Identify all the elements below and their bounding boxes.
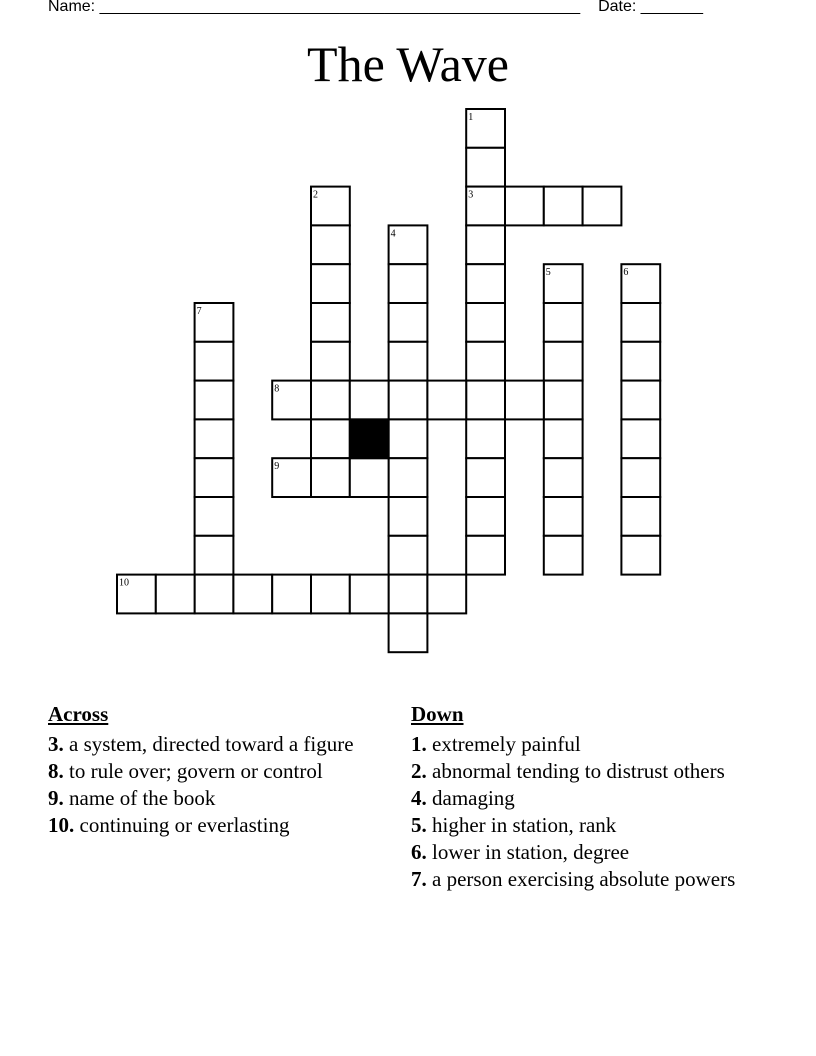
cell-number: 6 <box>623 267 629 279</box>
cell-number: 4 <box>390 228 396 240</box>
grid-cell[interactable] <box>621 419 660 458</box>
grid-cell[interactable] <box>195 419 234 458</box>
cell-number: 10 <box>119 577 129 589</box>
clue-number: 9. <box>48 786 64 810</box>
clue-text: lower in station, degree <box>432 840 630 864</box>
grid-cell[interactable] <box>389 458 428 497</box>
clue-text: to rule over; govern or control <box>69 759 323 783</box>
clue-number: 5. <box>411 813 427 837</box>
grid-cell[interactable] <box>466 497 505 536</box>
grid-cell[interactable] <box>389 497 428 536</box>
grid-cell[interactable] <box>389 264 428 303</box>
grid-cell[interactable] <box>621 342 660 381</box>
grid-cell[interactable] <box>311 342 350 381</box>
date-field[interactable]: Date: _______ <box>598 0 704 15</box>
clue-text: continuing or everlasting <box>79 813 290 837</box>
down-clues <box>411 702 741 894</box>
grid-cell[interactable] <box>544 497 583 536</box>
grid-cell[interactable] <box>311 303 350 342</box>
clue-across-8 <box>48 759 383 783</box>
clue-text: abnormal tending to distrust others <box>432 759 725 783</box>
grid-cell[interactable] <box>272 575 311 614</box>
clue-text: higher in station, rank <box>432 813 617 837</box>
cell-number: 5 <box>545 267 551 279</box>
cell-number: 3 <box>468 189 474 201</box>
grid-cell[interactable] <box>621 458 660 497</box>
clue-text: damaging <box>432 786 515 810</box>
cell-number: 2 <box>313 189 318 201</box>
clue-down-1 <box>411 732 741 756</box>
grid-cell[interactable] <box>195 458 234 497</box>
page-title: The Wave <box>307 36 509 92</box>
grid-cell[interactable] <box>389 303 428 342</box>
grid-cell[interactable] <box>311 225 350 264</box>
grid-cell[interactable] <box>311 575 350 614</box>
clue-down-7 <box>411 867 741 891</box>
down-heading: Down <box>411 702 464 726</box>
clue-down-2 <box>411 759 741 783</box>
clue-down-5 <box>411 813 741 837</box>
grid-cell[interactable] <box>389 536 428 575</box>
grid-cell[interactable] <box>505 381 544 420</box>
grid-cell[interactable] <box>583 187 622 226</box>
grid-cell[interactable] <box>311 381 350 420</box>
grid-cell[interactable] <box>621 497 660 536</box>
grid-cell[interactable] <box>311 458 350 497</box>
grid-cell[interactable] <box>544 381 583 420</box>
cell-number: 8 <box>274 383 280 395</box>
grid-cell[interactable] <box>233 575 272 614</box>
across-heading: Across <box>48 702 109 726</box>
grid-cell[interactable] <box>427 575 466 614</box>
grid-cell[interactable] <box>156 575 195 614</box>
grid-cell[interactable] <box>466 225 505 264</box>
clue-number: 1. <box>411 732 427 756</box>
clue-text: a person exercising absolute powers <box>432 867 736 891</box>
grid-cell[interactable] <box>544 187 583 226</box>
grid-cell[interactable] <box>389 342 428 381</box>
grid-cell[interactable] <box>350 575 389 614</box>
clue-number: 8. <box>48 759 64 783</box>
clue-number: 4. <box>411 786 427 810</box>
grid-cell[interactable] <box>389 381 428 420</box>
clue-number: 10. <box>48 813 75 837</box>
clue-number: 3. <box>48 732 64 756</box>
clue-across-9 <box>48 786 383 810</box>
name-field[interactable]: Name: ______________________________________________________ <box>48 0 581 15</box>
cell-number: 1 <box>468 112 474 123</box>
grid-cell[interactable] <box>544 419 583 458</box>
grid-cell[interactable] <box>389 419 428 458</box>
grid-cell[interactable] <box>350 458 389 497</box>
grid-cell[interactable] <box>195 575 234 614</box>
clue-text: extremely painful <box>432 732 581 756</box>
clue-number: 7. <box>411 867 427 891</box>
clue-text: a system, directed toward a figure <box>69 732 354 756</box>
clue-number: 2. <box>411 759 427 783</box>
grid-cell[interactable] <box>350 381 389 420</box>
clue-down-6 <box>411 840 741 864</box>
grid-block <box>350 419 389 458</box>
grid-cell[interactable] <box>544 458 583 497</box>
clue-down-4 <box>411 786 741 810</box>
grid-cell[interactable] <box>466 148 505 187</box>
grid-cell[interactable] <box>466 536 505 575</box>
clue-number: 6. <box>411 840 427 864</box>
grid-cell[interactable] <box>544 536 583 575</box>
grid-cell[interactable] <box>544 342 583 381</box>
grid-cell[interactable] <box>195 497 234 536</box>
grid-cell[interactable] <box>195 536 234 575</box>
grid-cell[interactable] <box>621 536 660 575</box>
across-clues <box>48 702 383 840</box>
grid-cell[interactable] <box>311 419 350 458</box>
grid-cell[interactable] <box>544 303 583 342</box>
clue-across-3 <box>48 732 383 756</box>
grid-cell[interactable] <box>389 575 428 614</box>
grid-cell[interactable] <box>466 303 505 342</box>
grid-cell[interactable] <box>621 303 660 342</box>
grid-cell[interactable] <box>311 264 350 303</box>
grid-cell[interactable] <box>195 381 234 420</box>
grid-cell[interactable] <box>466 264 505 303</box>
grid-cell[interactable] <box>195 342 234 381</box>
grid-cell[interactable] <box>427 381 466 420</box>
grid-cell[interactable] <box>389 613 428 652</box>
grid-cell[interactable] <box>505 187 544 226</box>
grid-cell[interactable] <box>466 458 505 497</box>
grid-cell[interactable] <box>466 419 505 458</box>
cell-number: 7 <box>196 306 202 317</box>
clue-text: name of the book <box>69 786 216 810</box>
grid-cell[interactable] <box>621 381 660 420</box>
cell-number: 9 <box>274 461 280 473</box>
grid-cell[interactable] <box>466 342 505 381</box>
grid-cell[interactable] <box>466 381 505 420</box>
clue-across-10 <box>48 813 383 837</box>
